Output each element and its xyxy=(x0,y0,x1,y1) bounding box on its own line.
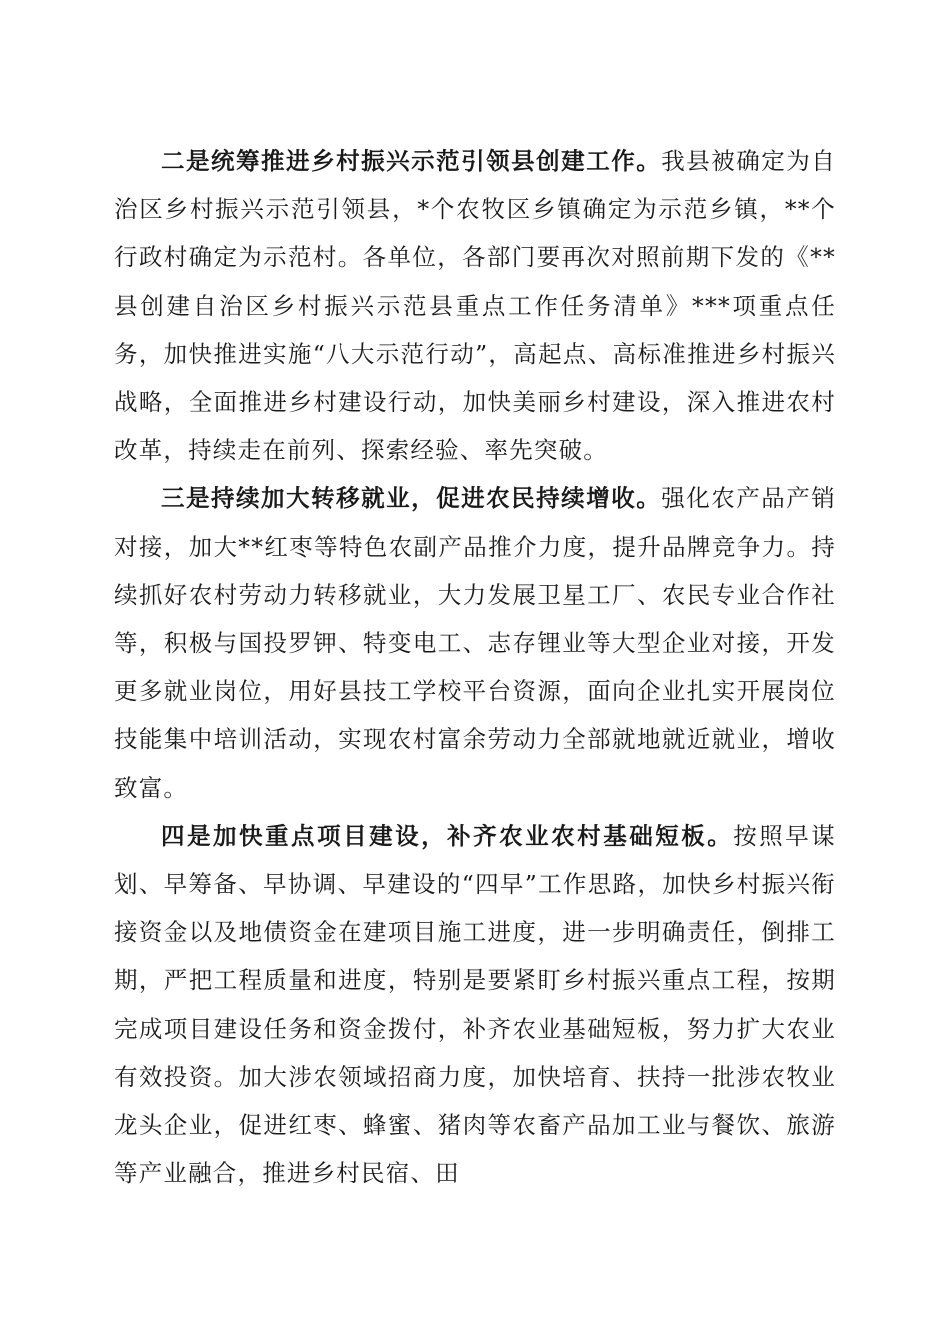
paragraph-4 xyxy=(114,812,836,1198)
paragraph-2 xyxy=(114,137,836,474)
document-body xyxy=(114,137,836,1197)
paragraph-text: 我县被确定为自治区乡村振兴示范引领县，*个农牧区乡镇确定为示范乡镇，**个行政村确定为示范村。各单位，各部门要再次对照前期下发的《**县创建自治区乡村振兴示范县重点工作任务清单》***项重点任务，加快推进实施“八大示范行动”，高起点、高标准推进乡村振兴战略，全面推进乡村建设行动，加快美丽乡村建设，深入推进农村改革，持续走在前列、探索经验、率先突破。 xyxy=(114,147,837,465)
paragraph-lead: 三是持续加大转移就业，促进农民持续增收。 xyxy=(161,484,662,513)
paragraph-3 xyxy=(114,474,836,811)
paragraph-text: 按照早谋划、早筹备、早协调、早建设的“四早”工作思路，加快乡村振兴衔接资金以及地债资金在建项目施工进度，进一步明确责任，倒排工期，严把工程质量和进度，特别是要紧盯乡村振兴重点工程，按期完成项目建设任务和资金拨付，补齐农业基础短板，努力扩大农业有效投资。加大涉农领域招商力度，加快培育、扶持一批涉农牧业龙头企业，促进红枣、蜂蜜、猪肉等农畜产品加工业与餐饮、旅游等产业融合，推进乡村民宿、田 xyxy=(114,821,836,1188)
paragraph-lead: 四是加快重点项目建设，补齐农业农村基础短板。 xyxy=(161,821,734,850)
paragraph-text: 强化农产品产销对接，加大**红枣等特色农副产品推介力度，提升品牌竞争力。持续抓好农村劳动力转移就业，大力发展卫星工厂、农民专业合作社等，积极与国投罗钾、特变电工、志存锂业等大型企业对接，开发更多就业岗位，用好县技工学校平台资源，面向企业扎实开展岗位技能集中培训活动，实现农村富余劳动力全部就地就近就业，增收致富。 xyxy=(114,484,837,802)
paragraph-lead: 二是统筹推进乡村振兴示范引领县创建工作。 xyxy=(161,147,662,175)
